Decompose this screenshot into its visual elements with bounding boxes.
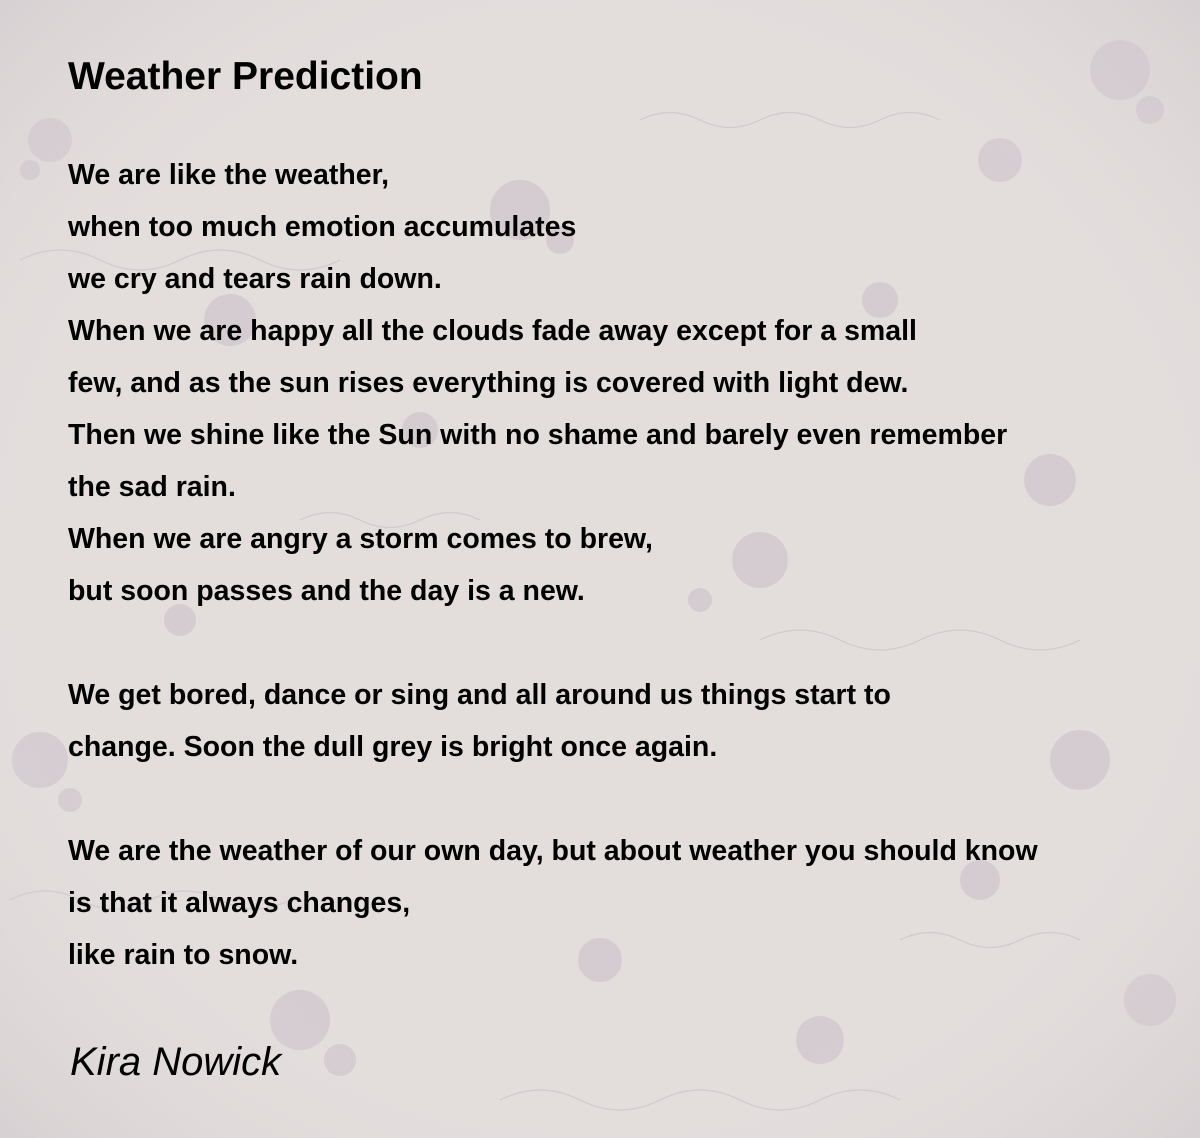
poem-line: change. Soon the dull grey is bright once again.	[68, 731, 718, 763]
poem-line: the sad rain.	[68, 471, 236, 503]
poem-line: We are like the weather,	[68, 159, 390, 191]
poem-line: like rain to snow.	[68, 939, 299, 971]
poem-line: We are the weather of our own day, but about weather you should know	[68, 835, 1038, 867]
poem-line: Then we shine like the Sun with no shame and barely even remember	[68, 419, 1008, 451]
poem-title: Weather Prediction	[68, 55, 423, 98]
poem-line: few, and as the sun rises everything is covered with light dew.	[68, 367, 909, 399]
stanza	[68, 149, 1188, 617]
poem-line: but soon passes and the day is a new.	[68, 575, 585, 607]
author-name: Kira Nowick	[70, 1040, 282, 1084]
poem-body	[68, 149, 1188, 981]
poem-line: When we are happy all the clouds fade away except for a small	[68, 315, 917, 347]
stanza	[68, 669, 1188, 773]
poem-line: We get bored, dance or sing and all around us things start to	[68, 679, 891, 711]
poem-line: is that it always changes,	[68, 887, 411, 919]
poem-line: we cry and tears rain down.	[68, 263, 442, 295]
stanza	[68, 825, 1188, 981]
poem-line: when too much emotion accumulates	[68, 211, 577, 243]
poem-line: When we are angry a storm comes to brew,	[68, 523, 653, 555]
